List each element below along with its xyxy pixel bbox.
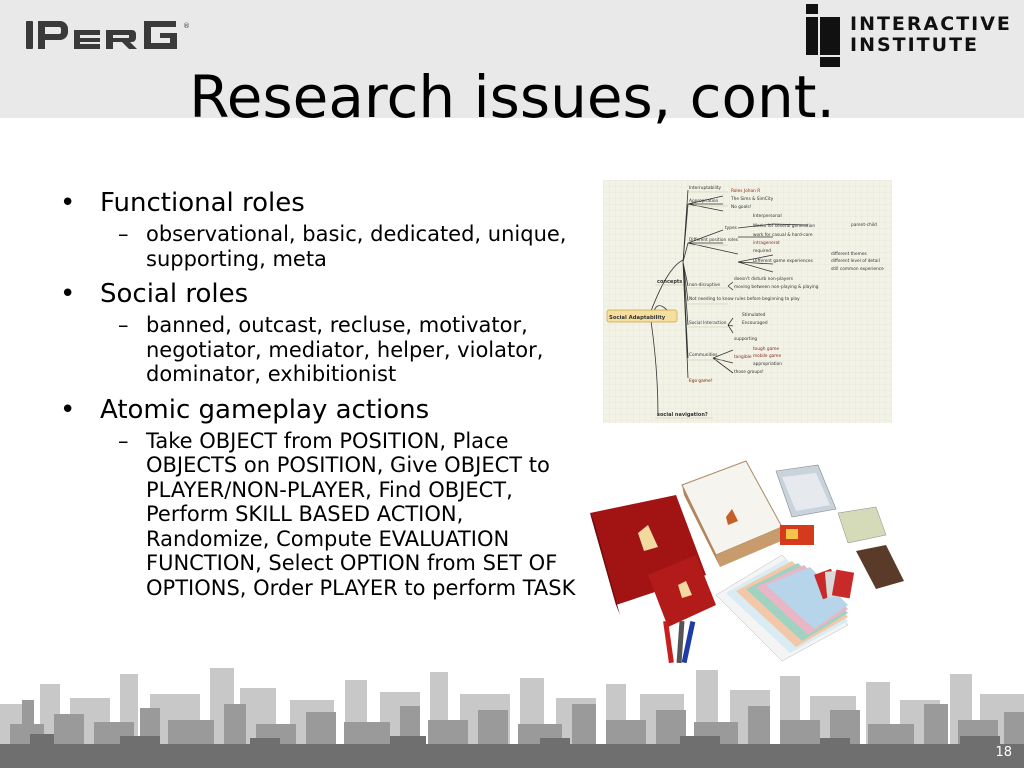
mind-map-node: tough game (753, 347, 780, 352)
mind-map-root: Social Adaptability (609, 315, 666, 321)
interactive-institute-mark-icon (802, 4, 846, 68)
bullet-icon: • (60, 279, 76, 309)
logo-line-2: INSTITUTE (850, 34, 980, 56)
logo-line-1: INTERACTIVE (850, 13, 1012, 35)
mind-map-node: Different position roles (689, 238, 738, 243)
bullet-icon: • (60, 188, 76, 218)
city-skyline-footer (0, 664, 1024, 768)
mind-map-concepts: concepts (657, 279, 683, 285)
svg-text:®: ® (183, 22, 190, 30)
mind-map-node: Ego game! (689, 379, 713, 384)
mind-map-node: moving between non-playing & playing (734, 285, 819, 290)
mind-map-node: Social Interaction (689, 321, 727, 326)
bullet-list (60, 180, 580, 600)
mind-map-social-navigation: social navigation? (657, 412, 708, 418)
slide-number: 18 (995, 745, 1012, 760)
bullet-functional-roles (60, 188, 580, 218)
sub-bullet-functional-roles (60, 222, 580, 271)
mind-map-node: required (753, 249, 772, 254)
mind-map-node: Different game experiences (753, 259, 813, 264)
mind-map-node: Stimulated (742, 313, 766, 318)
mind-map-node: Works for several generation (753, 224, 816, 229)
mind-map-node: types (725, 226, 737, 231)
mind-map-node: intragenerat (753, 241, 780, 246)
mind-map-node: mobile game (753, 354, 782, 359)
mind-map-node: Encouraged (742, 321, 768, 326)
bullet-text: Atomic gameplay actions (100, 394, 430, 425)
mind-map-node: supporting (734, 337, 758, 342)
mind-map-node: different themes (831, 252, 867, 257)
iperg-logo (26, 18, 202, 52)
mind-map-node: Interruptability (689, 186, 722, 191)
mind-map-node: non-disruptive (689, 283, 721, 288)
mind-map-node: still common experience (831, 267, 884, 272)
bullet-text: Social roles (100, 279, 249, 309)
sub-bullet-text: Take OBJECT from POSITION, Place OBJECTS on POSITION, Give OBJECT to PLAYER/NON-PLAYER, Find OBJECT, Perform SKILL BASED ACTION, Randomize, Compute EVALUATION FUNCTION, Select OPTION from SET OF OPTIONS, Order PLAYER to perform TASK (146, 428, 576, 600)
bullet-text: Functional roles (100, 188, 305, 218)
mind-map-node: The Sims & SimCity (731, 197, 774, 202)
mind-map-node: work for casual & hard-core (753, 233, 813, 238)
dash-icon: – (118, 222, 129, 246)
sub-bullet-text: observational, basic, dedicated, unique, supporting, meta (146, 222, 567, 271)
slide-title: Research issues, cont. (189, 63, 835, 131)
mind-map-node: doesn't disturb non-players (734, 277, 793, 282)
interactive-institute-logo (802, 4, 1012, 68)
mind-map-node: Roles Johan R (731, 189, 761, 194)
dash-icon: – (118, 428, 129, 453)
bullet-atomic-actions (60, 395, 580, 425)
mind-map-node: different level of detail (831, 259, 880, 264)
mind-map-image (603, 180, 892, 423)
sub-bullet-text: banned, outcast, recluse, motivator, negotiator, mediator, helper, violator, dominator, exhibitionist (146, 313, 544, 386)
dash-icon: – (118, 313, 129, 337)
mind-map-node: Not needing to know rules before beginning to play (689, 297, 800, 302)
game-kit-photo (586, 455, 912, 670)
sub-bullet-atomic-actions (60, 429, 580, 601)
mind-map-node: Communities (689, 353, 718, 358)
mind-map-node: appropriation (753, 362, 782, 367)
mind-map-node: those groups! (734, 370, 764, 375)
bullet-icon: • (60, 394, 76, 425)
mind-map-node: Appropriation (689, 199, 719, 204)
mind-map-node: No goals! (731, 205, 752, 210)
sub-bullet-social-roles (60, 313, 580, 387)
mind-map-node: parent-child (851, 223, 877, 228)
mind-map-node: Interpersonal (753, 214, 782, 219)
mind-map-node: tangible (734, 355, 752, 360)
bullet-social-roles (60, 279, 580, 309)
